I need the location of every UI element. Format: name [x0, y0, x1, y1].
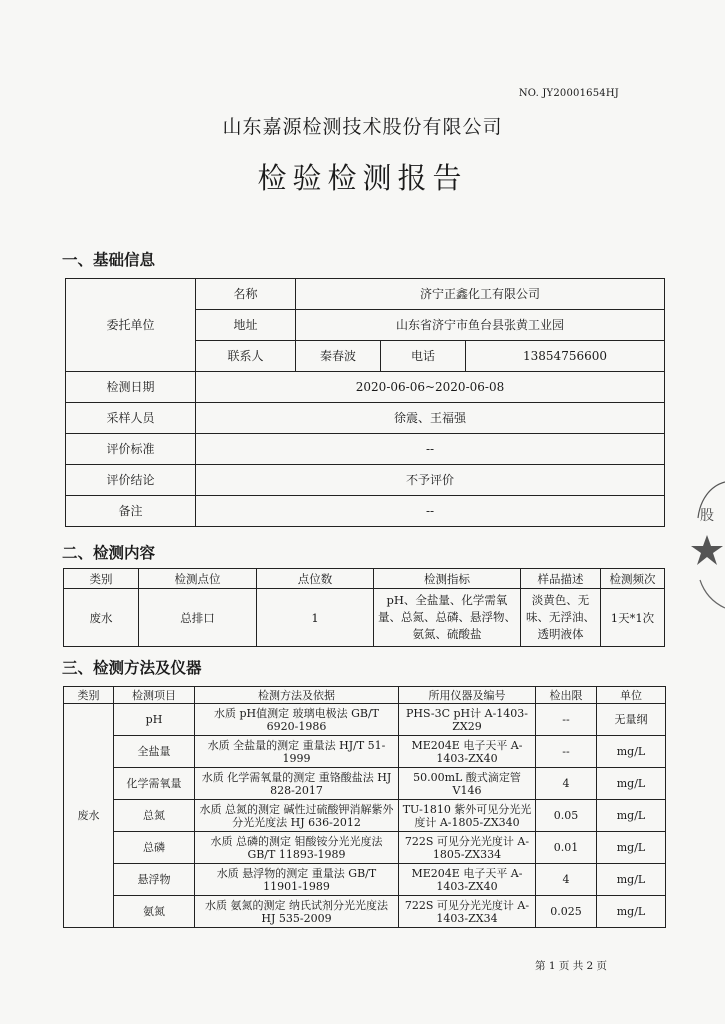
category-cell: 废水: [64, 589, 139, 647]
section-basic-info-heading: 一、基础信息: [62, 251, 156, 269]
header-cell: 类别: [64, 687, 114, 704]
header-cell: 所用仪器及编号: [399, 687, 536, 704]
table-row: [64, 832, 666, 864]
header-cell: 单位: [597, 687, 666, 704]
header-cell: 样品描述: [521, 569, 601, 589]
category-cell: 废水: [64, 704, 114, 928]
header-cell: 检出限: [536, 687, 597, 704]
instrument-cell: TU-1810 紫外可见分光光度计 A-1805-ZX340: [399, 800, 536, 832]
method-cell: 水质 氨氮的测定 纳氏试剂分光光度法 HJ 535-2009: [195, 896, 399, 928]
item-cell: 总氮: [114, 800, 195, 832]
section-methods-heading: 三、检测方法及仪器: [62, 659, 202, 677]
instrument-cell: 50.00mL 酸式滴定管 V146: [399, 768, 536, 800]
limit-cell: --: [536, 736, 597, 768]
limit-cell: 4: [536, 864, 597, 896]
limit-cell: --: [536, 704, 597, 736]
name-label: 名称: [196, 279, 296, 310]
unit-cell: mg/L: [597, 896, 666, 928]
limit-cell: 0.025: [536, 896, 597, 928]
table-row: [64, 800, 666, 832]
table-row: [64, 704, 666, 736]
method-cell: 水质 pH值测定 玻璃电极法 GB/T 6920-1986: [195, 704, 399, 736]
instrument-cell: PHS-3C pH计 A-1403-ZX29: [399, 704, 536, 736]
item-cell: 总磷: [114, 832, 195, 864]
basic-info-table: [65, 278, 665, 527]
report-title: 检验检测报告: [257, 161, 468, 195]
instrument-cell: 722S 可见分光光度计 A-1805-ZX334: [399, 832, 536, 864]
standard-label: 评价标准: [66, 434, 196, 465]
sampler-label: 采样人员: [66, 403, 196, 434]
conclusion-label: 评价结论: [66, 465, 196, 496]
count-cell: 1: [257, 589, 374, 647]
item-cell: 全盐量: [114, 736, 195, 768]
report-number: NO. JY20001654HJ: [518, 88, 619, 99]
instrument-cell: ME204E 电子天平 A-1403-ZX40: [399, 864, 536, 896]
phone-value: 13854756600: [466, 341, 665, 372]
method-cell: 水质 全盐量的测定 重量法 HJ/T 51-1999: [195, 736, 399, 768]
date-value: 2020-06-06~2020-06-08: [196, 372, 665, 403]
table-row: [64, 589, 665, 647]
item-cell: 氨氮: [114, 896, 195, 928]
limit-cell: 4: [536, 768, 597, 800]
point-cell: 总排口: [139, 589, 257, 647]
address-value: 山东省济宁市鱼台县张黄工业园: [296, 310, 665, 341]
sampler-value: 徐震、王福强: [196, 403, 665, 434]
remark-label: 备注: [66, 496, 196, 527]
instrument-cell: ME204E 电子天平 A-1403-ZX40: [399, 736, 536, 768]
header-cell: 类别: [64, 569, 139, 589]
unit-cell: mg/L: [597, 768, 666, 800]
header-cell: 检测点位: [139, 569, 257, 589]
unit-cell: mg/L: [597, 832, 666, 864]
table-row: [66, 403, 665, 434]
method-cell: 水质 总氮的测定 碱性过硫酸钾消解紫外分光光度法 HJ 636-2012: [195, 800, 399, 832]
instrument-cell: 722S 可见分光光度计 A-1403-ZX34: [399, 896, 536, 928]
header-cell: 检测方法及依据: [195, 687, 399, 704]
address-label: 地址: [196, 310, 296, 341]
methods-table: [63, 686, 666, 928]
seal-stamp: [690, 480, 725, 620]
table-header-row: [64, 569, 665, 589]
name-value: 济宁正鑫化工有限公司: [296, 279, 665, 310]
limit-cell: 0.05: [536, 800, 597, 832]
method-cell: 水质 化学需氧量的测定 重铬酸盐法 HJ 828-2017: [195, 768, 399, 800]
unit-cell: mg/L: [597, 800, 666, 832]
unit-cell: mg/L: [597, 736, 666, 768]
table-row: [66, 465, 665, 496]
contact-label: 联系人: [196, 341, 296, 372]
contact-value: 秦春波: [296, 341, 381, 372]
table-header-row: [64, 687, 666, 704]
table-row: [66, 434, 665, 465]
header-cell: 检测频次: [601, 569, 665, 589]
items-cell: pH、全盐量、化学需氧量、总氮、总磷、悬浮物、氨氮、硫酸盐: [374, 589, 521, 647]
table-row: [64, 736, 666, 768]
date-label: 检测日期: [66, 372, 196, 403]
table-row: [66, 372, 665, 403]
header-cell: 检测项目: [114, 687, 195, 704]
page-number: 第 1 页 共 2 页: [535, 960, 608, 972]
header-cell: 点位数: [257, 569, 374, 589]
unit-cell: mg/L: [597, 864, 666, 896]
table-row: [64, 896, 666, 928]
section-test-content-heading: 二、检测内容: [62, 544, 156, 562]
standard-value: --: [196, 434, 665, 465]
item-cell: 化学需氧量: [114, 768, 195, 800]
header-cell: 检测指标: [374, 569, 521, 589]
client-label: 委托单位: [66, 279, 196, 372]
test-content-table: [63, 568, 665, 647]
company-name: 山东嘉源检测技术股份有限公司: [222, 116, 503, 138]
item-cell: pH: [114, 704, 195, 736]
phone-label: 电话: [381, 341, 466, 372]
frequency-cell: 1天*1次: [601, 589, 665, 647]
limit-cell: 0.01: [536, 832, 597, 864]
method-cell: 水质 悬浮物的测定 重量法 GB/T 11901-1989: [195, 864, 399, 896]
table-row: [64, 768, 666, 800]
seal-stamp-text: 股: [700, 508, 714, 524]
table-row: [66, 496, 665, 527]
table-row: [66, 279, 665, 310]
unit-cell: 无量纲: [597, 704, 666, 736]
sample-desc-cell: 淡黄色、无味、无浮油、透明液体: [521, 589, 601, 647]
item-cell: 悬浮物: [114, 864, 195, 896]
method-cell: 水质 总磷的测定 钼酸铵分光光度法 GB/T 11893-1989: [195, 832, 399, 864]
star-icon: [691, 535, 723, 565]
remark-value: --: [196, 496, 665, 527]
conclusion-value: 不予评价: [196, 465, 665, 496]
table-row: [64, 864, 666, 896]
